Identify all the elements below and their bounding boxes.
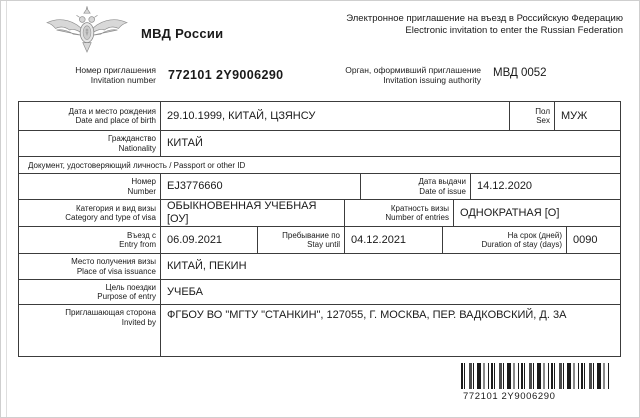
- label-ru: Категория и вид визы: [75, 203, 156, 213]
- field-value-duration: [567, 227, 620, 253]
- field-value-invited-by: [161, 305, 620, 356]
- label-ru: Приглашающая сторона: [65, 308, 156, 317]
- label-ru: Гражданство: [108, 134, 156, 143]
- table-row-document-section: [19, 157, 620, 174]
- label-en: Invited by: [121, 317, 156, 327]
- label-ru: Пол: [535, 106, 550, 116]
- label-en: Sex: [536, 116, 550, 125]
- label-ru: На срок (дней): [507, 230, 562, 240]
- field-value-sex: [555, 102, 620, 130]
- invitation-number-label-en: Invitation number: [90, 75, 156, 85]
- table-row-visa-category: [19, 200, 620, 227]
- label-ru: Номер: [131, 177, 156, 186]
- label-ru: Цель поездки: [105, 282, 156, 292]
- value-text: УЧЕБА: [167, 285, 203, 298]
- label-en: Nationality: [118, 143, 156, 153]
- field-value-visa-place: [161, 254, 620, 279]
- field-label-birth: [19, 102, 161, 130]
- barcode-number: 772101 2Y9006290: [463, 391, 556, 402]
- table-row-visa-place: [19, 254, 620, 280]
- label-en: Date and place of birth: [75, 116, 156, 125]
- value-text: ОДНОКРАТНАЯ [О]: [460, 206, 560, 219]
- issuing-authority-label-en: Invitation issuing authority: [383, 75, 481, 85]
- table-row-dates: [19, 227, 620, 254]
- table-row-nationality: [19, 131, 620, 157]
- field-label-entry-from: [19, 227, 161, 253]
- value-text: EJ3776660: [167, 180, 223, 192]
- field-value-doc-number: [161, 174, 361, 199]
- field-label-visa-category: [19, 200, 161, 226]
- value-text: КИТАЙ, ПЕКИН: [167, 260, 247, 272]
- label-en: Date of issue: [419, 186, 466, 196]
- document-title: [293, 13, 623, 36]
- invitation-number-label-ru: Номер приглашения: [75, 65, 156, 75]
- value-text: 04.12.2021: [351, 233, 407, 246]
- document-title-en: Electronic invitation to enter the Russian Federation: [405, 24, 623, 36]
- label-en: Purpose of entry: [97, 292, 156, 301]
- field-label-sex: [510, 102, 555, 130]
- section-text: Документ, удостоверяющий личность / Passport or other ID: [28, 160, 246, 170]
- document-title-ru: Электронное приглашение на въезд в Российскую Федерацию: [346, 13, 623, 24]
- table-row-passport: [19, 174, 620, 200]
- value-text: ФГБОУ ВО "МГТУ "СТАНКИН", 127055, Г. МОСКВА, ПЕР. ВАДКОВСКИЙ, Д. 3А: [167, 309, 567, 321]
- label-ru: Пребывание по: [282, 230, 340, 240]
- field-label-stay-until: [258, 227, 345, 253]
- issuing-authority-value: МВД 0052: [493, 67, 547, 79]
- field-label-doc-number: [19, 174, 161, 199]
- field-label-duration: [443, 227, 567, 253]
- document-section-header: [19, 157, 620, 173]
- field-value-entries: [454, 200, 620, 226]
- field-value-stay-until: [345, 227, 443, 253]
- value-text: ОБЫКНОВЕННАЯ УЧЕБНАЯ [ОУ]: [167, 200, 317, 225]
- label-ru: Дата выдачи: [418, 177, 466, 186]
- field-value-nationality: [161, 131, 620, 156]
- field-value-purpose: [161, 280, 620, 304]
- field-label-invited-by: [19, 305, 161, 356]
- mvd-emblem-icon: [45, 5, 129, 55]
- field-value-visa-category: [161, 200, 345, 226]
- issuing-authority-label-ru: Орган, оформивший приглашение: [345, 65, 481, 75]
- field-label-issue-date: [361, 174, 471, 199]
- scan-edge-line: [6, 1, 7, 417]
- issuing-authority-label: [301, 65, 481, 85]
- label-en: Place of visa issuance: [76, 266, 156, 276]
- field-label-purpose: [19, 280, 161, 304]
- invitation-number-value: 772101 2Y9006290: [168, 68, 284, 82]
- label-en: Duration of stay (days): [481, 240, 562, 249]
- table-row-purpose: [19, 280, 620, 305]
- table-row-invited-by: [19, 305, 620, 356]
- field-value-issue-date: [471, 174, 620, 199]
- value-text: 14.12.2020: [477, 180, 533, 192]
- label-en: Number of entries: [385, 213, 449, 222]
- field-value-entry-from: [161, 227, 258, 253]
- label-ru: Дата и место рождения: [68, 106, 156, 116]
- value-text: 06.09.2021: [167, 233, 223, 246]
- field-label-entries: [345, 200, 454, 226]
- label-ru: Кратность визы: [390, 203, 449, 213]
- field-value-birth: [161, 102, 510, 130]
- barcode: [461, 363, 611, 389]
- agency-name: МВД России: [141, 26, 224, 41]
- label-en: Category and type of visa: [65, 213, 156, 222]
- label-en: Number: [127, 186, 156, 196]
- invitation-table: [18, 101, 621, 357]
- field-label-nationality: [19, 131, 161, 156]
- value-text: КИТАЙ: [167, 137, 203, 149]
- label-ru: Въезд с: [127, 230, 156, 240]
- value-text: 29.10.1999, КИТАЙ, ЦЗЯНСУ: [167, 109, 316, 122]
- field-label-visa-place: [19, 254, 161, 279]
- label-ru: Место получения визы: [71, 257, 156, 266]
- invitation-number-label: [1, 65, 156, 85]
- label-en: Stay until: [307, 240, 340, 249]
- label-en: Entry from: [119, 240, 156, 249]
- value-text: МУЖ: [561, 109, 588, 122]
- table-row-birth: [19, 102, 620, 131]
- value-text: 0090: [573, 233, 598, 246]
